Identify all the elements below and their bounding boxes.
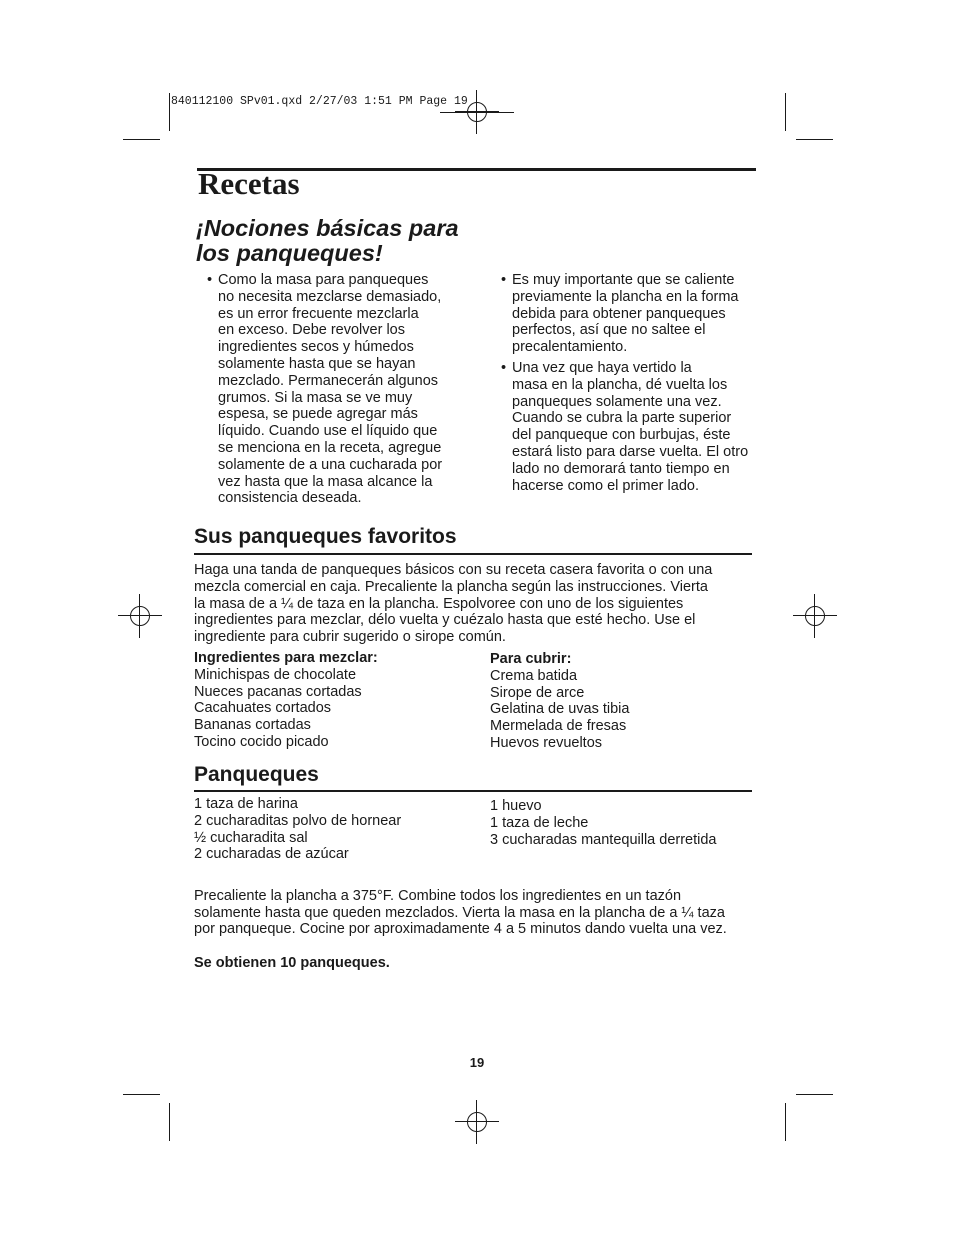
list-item: ½ cucharadita sal	[194, 829, 308, 846]
favorites-intro: Haga una tanda de panqueques básicos con su receta casera favorita o con una mezcla comercial en caja. Precaliente la plancha según las instrucciones. Vierta la masa de a ¼ de taza en la plancha. Espolvoree con uno de los siguientes ingredientes para mezclar, délo vuelta y cuézalo hasta que esté hecho. Use el ingrediente para cubrir sugerido o sirope común.	[194, 562, 713, 646]
page-number: 19	[469, 1055, 485, 1070]
list-item: Bananas cortadas	[194, 717, 311, 734]
crop-mark-top-left-h	[123, 139, 160, 140]
list-item: Minichispas de chocolate	[194, 666, 357, 683]
instructions-text: Precaliente la plancha a 375°F. Combine todos los ingredientes en un tazón solamente hasta que queden mezclados. Vierta la masa en la plancha de a ¼ taza por panqueque. Cocine por aproximadamente 4 a 5 minutos dando vuelta una vez.	[194, 887, 727, 938]
topping-list	[490, 651, 629, 752]
list-item: Crema batida	[490, 667, 578, 684]
crop-mark-bottom-right-h	[796, 1094, 833, 1095]
list-item: 3 cucharadas mantequilla derretida	[490, 831, 717, 848]
list-item: Huevos revueltos	[490, 734, 603, 751]
list-item: Gelatina de uvas tibia	[490, 701, 630, 718]
registration-mark-bottom	[455, 1100, 499, 1144]
crop-mark-bottom-right-v	[785, 1103, 786, 1141]
registration-mark-right	[793, 594, 837, 638]
basics-left-list	[202, 272, 472, 511]
pancake-wet-ingredients	[490, 798, 717, 848]
crop-mark-top-left-v	[169, 93, 170, 131]
section-heading-favorites: Sus panqueques favoritos	[194, 525, 457, 548]
section-heading-basics	[196, 216, 516, 266]
section-rule	[194, 553, 752, 555]
list-item: 1 taza de harina	[194, 796, 298, 812]
list-item: 2 cucharaditas polvo de hornear	[194, 812, 402, 829]
section-rule	[194, 790, 752, 792]
crop-mark-bottom-left-h	[123, 1094, 160, 1095]
pancake-dry-ingredients	[194, 796, 401, 863]
file-slug: 840112100 SPv01.qxd 2/27/03 1:51 PM Page 19	[171, 95, 468, 108]
list-item: 2 cucharadas de azúcar	[194, 846, 349, 863]
list-item: Tocino cocido picado	[194, 733, 329, 750]
list-item: Cacahuates cortados	[194, 700, 332, 717]
heading-line-2: los panqueques!	[196, 240, 383, 266]
mix-title: Ingredientes para mezclar:	[194, 650, 378, 666]
list-item: Nueces pacanas cortadas	[194, 683, 362, 700]
recipe-yield: Se obtienen 10 panqueques.	[194, 954, 390, 971]
topping-title: Para cubrir:	[490, 651, 572, 667]
list-item: • Una vez que haya vertido la masa en la plancha, dé vuelta los panqueques solamente una vez. Cuando se cubra la parte superior del panqueque con burbujas, éste estará listo para darse vuelta. El otro lado no demorará tanto tiempo en hacerse como el primer lado.	[496, 360, 766, 494]
crop-mark-top-right-v	[785, 93, 786, 131]
list-item: • Como la masa para panqueques no necesita mezclarse demasiado, es un error frecuente mezclarla en exceso. Debe revolver los ingredientes secos y húmedos solamente hasta que se hayan mezclado. Permanecerán algunos grumos. Si la masa se ve muy espesa, se puede agregar más líquido. Cuando use el líquido que se menciona en la receta, agregue solamente de a una cucharada por vez hasta que la masa alcance la consistencia deseada.	[202, 272, 472, 507]
list-item: Mermelada de fresas	[490, 718, 627, 735]
basics-right-list	[496, 272, 766, 498]
crop-mark-top-right-h	[796, 139, 833, 140]
list-item: 1 taza de leche	[490, 814, 589, 831]
list-item: Sirope de arce	[490, 684, 585, 701]
pancake-instructions	[194, 871, 754, 989]
page-title: Recetas	[198, 166, 300, 201]
list-item: 1 huevo	[490, 798, 542, 814]
heading-line-1: ¡Nociones básicas para	[196, 215, 459, 241]
mix-ingredients-list	[194, 650, 378, 751]
section-heading-pancakes: Panqueques	[194, 763, 319, 786]
crop-mark-bottom-left-v	[169, 1103, 170, 1141]
registration-mark-left	[118, 594, 162, 638]
list-item: • Es muy importante que se caliente previamente la plancha en la forma debida para obtener panqueques perfectos, así que no saltee el precalentamiento.	[496, 272, 766, 356]
